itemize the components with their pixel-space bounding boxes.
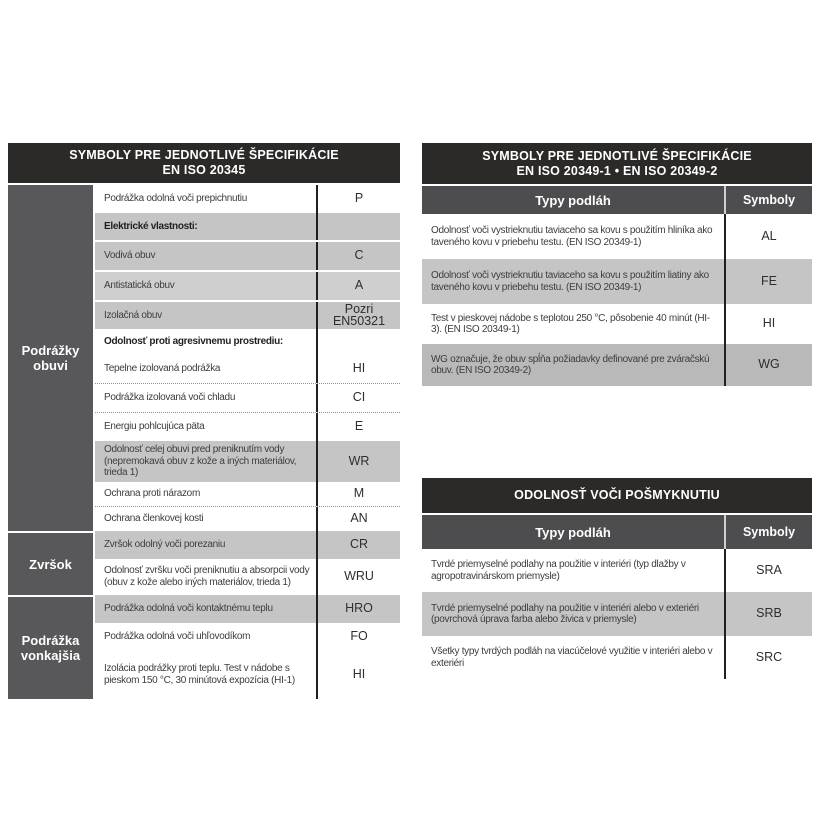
table-subtitle: EN ISO 20349-1 • EN ISO 20349-2 [516, 163, 718, 178]
row-description [422, 214, 724, 259]
row-description-text: Ochrana členkovej kosti [104, 512, 204, 524]
table-en-iso-20349-header [422, 143, 812, 184]
table-row [422, 636, 812, 679]
row-description-text: Energiu pohlcujúca päta [104, 421, 205, 433]
table-row [95, 531, 400, 559]
row-description [422, 549, 724, 592]
rows-column [95, 185, 400, 699]
row-symbol [316, 213, 400, 240]
row-symbol: FO [316, 623, 400, 651]
group-column [8, 185, 95, 699]
table-row [95, 482, 400, 507]
row-description [95, 272, 316, 300]
row-description-text: Antistatická obuv [104, 280, 175, 292]
row-description [95, 302, 316, 329]
row-description-text: Odolnosť zvršku voči preniknutiu a absorpcii vody (obuv z kože alebo iných materiálov, trieda 1) [104, 565, 310, 588]
row-description-text: Vodivá obuv [104, 250, 156, 262]
table-row [95, 270, 400, 300]
table-en-iso-20349 [422, 143, 812, 386]
rows-column [422, 549, 812, 679]
table-slip-resistance-header [422, 478, 812, 513]
row-symbol: SRC [724, 636, 812, 679]
table-en-iso-20345-header [8, 143, 400, 183]
row-description [95, 482, 316, 506]
row-description [422, 304, 724, 344]
row-description-text: Podrážka izolovaná voči chladu [104, 392, 236, 404]
row-symbol: AL [724, 214, 812, 259]
row-description-text: Elektrické vlastnosti: [104, 220, 198, 232]
table-row [95, 300, 400, 329]
row-description-text: Tepelne izolovaná podrážka [104, 363, 221, 375]
group-label [8, 595, 93, 699]
row-symbol: E [316, 413, 400, 441]
row-symbol: M [316, 482, 400, 506]
row-description [95, 531, 316, 559]
row-description-text: Izolačná obuv [104, 309, 162, 321]
column-header-types: Typy podláh [535, 192, 611, 208]
row-description-text: Podrážka odolná voči prepichnutiu [104, 193, 247, 205]
group-label-text: Zvršok [29, 556, 72, 572]
row-symbol: AN [316, 507, 400, 531]
row-description [95, 623, 316, 651]
table-row [95, 329, 400, 355]
row-description [95, 185, 316, 213]
row-description [422, 344, 724, 386]
row-description [95, 413, 316, 441]
row-description-text: Test v pieskovej nádobe s teplotou 250 °C, pôsobenie 40 minút (HI-3). (EN ISO 20349-1) [431, 312, 710, 335]
table-row [422, 214, 812, 259]
row-description-text: Odolnosť voči vystrieknutiu taviaceho sa kovu s použitím hliníka ako taveného kovu v priebehu testu. (EN ISO 20349-1) [431, 225, 713, 248]
row-symbol: HI [316, 355, 400, 383]
row-description [95, 559, 316, 595]
row-symbol: FE [724, 259, 812, 304]
table-row [95, 441, 400, 482]
table-title: SYMBOLY PRE JEDNOTLIVÉ ŠPECIFIKÁCIE [482, 148, 752, 163]
table-title: ODOLNOSŤ VOČI POŠMYKNUTIU [514, 488, 720, 502]
row-description-text: Podrážka odolná voči kontaktnému teplu [104, 602, 273, 614]
row-symbol: SRB [724, 592, 812, 636]
row-description [422, 636, 724, 679]
row-description-text: Tvrdé priemyselné podlahy na použitie v interiéri (typ dlažby v agropotravinárskom priemysle) [431, 559, 686, 582]
table-row [422, 592, 812, 636]
column-header-symbols: Symboly [724, 186, 812, 214]
column-header-row [422, 515, 812, 549]
column-header-symbols: Symboly [724, 515, 812, 549]
row-symbol: WRU [316, 559, 400, 595]
row-description-text: Tvrdé priemyselné podlahy na použitie v interiéri alebo v exteriéri (povrchová úprava farba alebo živica v priemysle) [431, 602, 699, 625]
row-description [95, 651, 316, 699]
row-description [95, 441, 316, 482]
row-description-text: WG označuje, že obuv spĺňa požiadavky definované pre zváračskú obuv. (EN ISO 20349-2) [431, 353, 710, 376]
table-row [95, 240, 400, 270]
row-description-text: Všetky typy tvrdých podláh na viacúčelové využitie v interiéri alebo v exteriéri [431, 646, 713, 669]
table-row [95, 507, 400, 531]
row-description-text: Odolnosť proti agresivnemu prostrediu: [104, 336, 283, 348]
group-label-text: Podrážka vonkajšia [20, 633, 81, 663]
row-description-text: Ochrana proti nárazom [104, 487, 200, 499]
row-symbol: P [316, 185, 400, 213]
row-description [95, 242, 316, 270]
row-description [422, 259, 724, 304]
group-label [8, 185, 93, 531]
table-row [95, 384, 400, 413]
table-subtitle: EN ISO 20345 [162, 163, 246, 177]
table-row [95, 595, 400, 623]
row-description-text: Izolácia podrážky proti teplu. Test v nádobe s pieskom 150 °C, 30 minútová expozícia (HI-1) [104, 663, 295, 686]
row-description [422, 592, 724, 636]
row-symbol [316, 329, 400, 355]
row-description-text: Odolnosť celej obuvi pred preniknutím vody (nepremokavá obuv z kože a iných materiálov, trieda 1) [104, 444, 297, 478]
group-label [8, 531, 93, 595]
table-row [95, 559, 400, 595]
table-row [422, 549, 812, 592]
row-description-text: Odolnosť voči vystrieknutiu taviaceho sa kovu s použitím liatiny ako taveného kovu v priebehu testu. (EN ISO 20349-1) [431, 270, 709, 293]
row-description [95, 329, 316, 355]
row-description [95, 384, 316, 412]
row-symbol: SRA [724, 549, 812, 592]
table-row [95, 651, 400, 699]
row-description [95, 213, 316, 240]
row-description [95, 507, 316, 531]
row-symbol: A [316, 272, 400, 300]
row-description-text: Zvršok odolný voči porezaniu [104, 538, 226, 550]
row-description-text: Podrážka odolná voči uhľovodíkom [104, 630, 251, 642]
table-title: SYMBOLY PRE JEDNOTLIVÉ ŠPECIFIKÁCIE [69, 148, 339, 162]
column-header-types: Typy podláh [535, 524, 611, 540]
group-label-text: Podrážky obuvi [21, 343, 80, 373]
table-en-iso-20345 [8, 143, 400, 699]
row-symbol: WR [316, 441, 400, 482]
table-row [95, 355, 400, 384]
row-symbol: CI [316, 384, 400, 412]
row-symbol: CR [316, 531, 400, 559]
table-row [422, 344, 812, 386]
column-header-row [422, 186, 812, 214]
table-row [422, 304, 812, 344]
table-row [422, 259, 812, 304]
table-row [95, 413, 400, 441]
table-slip-resistance [422, 478, 812, 679]
row-description [95, 355, 316, 383]
table-row [95, 185, 400, 213]
rows-column [422, 214, 812, 386]
row-symbol: Pozri EN50321 [316, 302, 400, 329]
row-symbol: HI [724, 304, 812, 344]
row-symbol: C [316, 242, 400, 270]
row-symbol: HRO [316, 595, 400, 623]
row-symbol: WG [724, 344, 812, 386]
table-row [95, 213, 400, 240]
table-row [95, 623, 400, 651]
row-symbol: HI [316, 651, 400, 699]
row-description [95, 595, 316, 623]
